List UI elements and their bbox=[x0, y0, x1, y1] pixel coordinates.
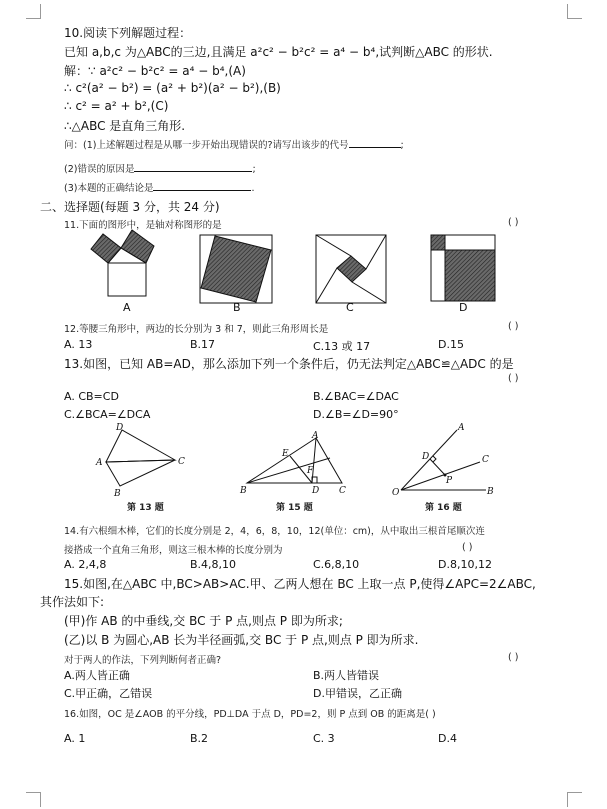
q16-option-b[interactable]: B.2 bbox=[190, 732, 209, 745]
fig16-point: O bbox=[392, 488, 400, 498]
answer-blank[interactable] bbox=[134, 162, 252, 172]
fig13-point: D bbox=[116, 423, 124, 433]
q12-answer-paren: ( ) bbox=[508, 321, 519, 332]
q14-option-a[interactable]: A. 2,4,8 bbox=[64, 558, 107, 571]
q13-option-b[interactable]: B.∠BAC=∠DAC bbox=[313, 390, 399, 403]
q16-option-c[interactable]: C. 3 bbox=[313, 732, 335, 745]
q12-option-a[interactable]: A. 13 bbox=[64, 338, 93, 351]
figure-15-caption: 第 15 题 bbox=[276, 503, 313, 513]
q14-option-d[interactable]: D.8,10,12 bbox=[438, 558, 492, 571]
q13-option-d[interactable]: D.∠B=∠D=90° bbox=[313, 408, 399, 421]
q13-answer-paren: ( ) bbox=[508, 373, 519, 384]
q12-option-c[interactable]: C.13 或 17 bbox=[313, 340, 371, 353]
q14-answer-paren: ( ) bbox=[462, 542, 473, 553]
q16-stem: 16.如图，OC 是∠AOB 的平分线，PD⊥DA 于点 D，PD=2，则 P 点到 OB 的距离是( ) bbox=[64, 709, 436, 720]
q14-option-c[interactable]: C.6,8,10 bbox=[313, 558, 360, 571]
q10-step-b: ∴ c²(a² − b²) = (a² + b²)(a² − b²),(B) bbox=[64, 81, 281, 95]
figure-b-rotated-square[interactable] bbox=[200, 235, 272, 303]
q15-method-jia: (甲)作 AB 的中垂线,交 BC 于 P 点,则点 P 即为所求; bbox=[64, 614, 343, 628]
figure-c-label: C bbox=[346, 301, 354, 314]
q15-option-c[interactable]: C.甲正确，乙错误 bbox=[64, 687, 153, 700]
q15-stem-line-2: 其作法如下: bbox=[40, 595, 105, 609]
q10-question-1-tail: ; bbox=[400, 140, 404, 151]
fig15-point: E bbox=[282, 449, 289, 459]
crop-mark-top-left bbox=[26, 4, 41, 19]
figure-a-pythagorean-squares[interactable] bbox=[91, 230, 154, 296]
q14-stem-line-2: 接搭成一个直角三角形，则这三根木棒的长度分别为 bbox=[64, 545, 283, 556]
q11-stem: 11.下面的图形中，是轴对称图形的是 bbox=[64, 220, 222, 231]
q15-ask: 对于两人的作法，下列判断何者正确? bbox=[64, 655, 222, 666]
q16-option-a[interactable]: A. 1 bbox=[64, 732, 86, 745]
q10-question-3 bbox=[64, 180, 255, 194]
crop-mark-bottom-right bbox=[567, 792, 582, 807]
q10-question-2-text: (2)错误的原因是 bbox=[64, 164, 135, 175]
section-heading: 二、选择题(每题 3 分，共 24 分) bbox=[40, 200, 220, 214]
q10-given: 已知 a,b,c 为△ABC的三边,且满足 a²c² − b²c² = a⁴ − b⁴,试判断△ABC 的形状. bbox=[64, 45, 493, 59]
q10-title: 10.阅读下列解题过程： bbox=[64, 26, 192, 40]
q13-option-c[interactable]: C.∠BCA=∠DCA bbox=[64, 408, 151, 421]
q10-question-1 bbox=[64, 137, 404, 151]
figure-c-windmill[interactable] bbox=[316, 235, 386, 303]
figure-16-angle-bisector bbox=[401, 430, 486, 490]
q16-option-d[interactable]: D.4 bbox=[438, 732, 457, 745]
fig16-point: B bbox=[487, 487, 494, 497]
figure-b-label: B bbox=[233, 301, 241, 314]
fig15-point: D bbox=[312, 486, 320, 496]
q15-option-b[interactable]: B.两人皆错误 bbox=[313, 669, 380, 682]
figure-d-square-division[interactable] bbox=[431, 235, 495, 301]
q12-option-d[interactable]: D.15 bbox=[438, 338, 464, 351]
fig13-point: C bbox=[178, 457, 185, 467]
q15-answer-paren: ( ) bbox=[508, 652, 519, 663]
q15-option-a[interactable]: A.两人皆正确 bbox=[64, 669, 130, 682]
q15-stem-line-1: 15.如图,在△ABC 中,BC>AB>AC.甲、乙两人想在 BC 上取一点 P,使得∠APC=2∠ABC, bbox=[64, 577, 536, 591]
fig16-point: C bbox=[482, 455, 489, 465]
q13-option-a[interactable]: A. CB=CD bbox=[64, 390, 119, 403]
figure-13-kite bbox=[106, 430, 175, 486]
answer-blank[interactable] bbox=[349, 138, 401, 148]
q14-stem-line-1: 14.有六根细木棒，它们的长度分别是 2，4，6，8，10，12(单位：cm)，从中取出三根首尾顺次连 bbox=[64, 526, 485, 537]
crop-mark-top-right bbox=[567, 4, 582, 19]
fig15-point: A bbox=[312, 431, 319, 441]
q12-stem: 12.等腰三角形中，两边的长分别为 3 和 7，则此三角形周长是 bbox=[64, 324, 329, 335]
geometry-figures bbox=[0, 420, 607, 502]
fig16-point: A bbox=[458, 423, 465, 433]
q14-option-b[interactable]: B.4,8,10 bbox=[190, 558, 237, 571]
q10-question-3-tail: . bbox=[251, 183, 255, 194]
fig13-point: B bbox=[114, 489, 121, 499]
fig15-point: B bbox=[240, 486, 247, 496]
q11-figures bbox=[0, 228, 607, 318]
figure-a-label: A bbox=[123, 301, 131, 314]
q10-step-c: ∴ c² = a² + b²,(C) bbox=[64, 99, 169, 113]
q10-question-2 bbox=[64, 161, 256, 175]
q12-option-b[interactable]: B.17 bbox=[190, 338, 216, 351]
q10-step-a: 解：∵ a²c² − b²c² = a⁴ − b⁴,(A) bbox=[64, 64, 246, 78]
q11-answer-paren: ( ) bbox=[508, 217, 519, 228]
fig15-point: F bbox=[307, 466, 314, 476]
q13-stem: 13.如图，已知 AB=AD，那么添加下列一个条件后，仍无法判定△ABC≌△ADC 的是 bbox=[64, 357, 514, 371]
answer-blank[interactable] bbox=[153, 181, 251, 191]
q10-question-1-text: 问：(1)上述解题过程是从哪一步开始出现错误的?请写出该步的代号 bbox=[64, 140, 349, 151]
q10-conclusion: ∴△ABC 是直角三角形. bbox=[64, 119, 186, 133]
q10-question-3-text: (3)本题的正确结论是 bbox=[64, 183, 154, 194]
q15-option-d[interactable]: D.甲错误，乙正确 bbox=[313, 687, 402, 700]
q15-method-yi: (乙)以 B 为圆心,AB 长为半径画弧,交 BC 于 P 点,则点 P 即为所求. bbox=[64, 633, 419, 647]
figure-13-caption: 第 13 题 bbox=[127, 503, 164, 513]
figure-15-triangle bbox=[247, 438, 342, 483]
q10-question-2-tail: ; bbox=[252, 164, 256, 175]
figure-16-caption: 第 16 题 bbox=[425, 503, 462, 513]
fig13-point: A bbox=[96, 458, 103, 468]
fig16-point: D bbox=[422, 452, 430, 462]
crop-mark-bottom-left bbox=[26, 792, 41, 807]
figure-d-label: D bbox=[459, 301, 468, 314]
fig15-point: C bbox=[339, 486, 346, 496]
fig16-point: P bbox=[446, 476, 453, 486]
